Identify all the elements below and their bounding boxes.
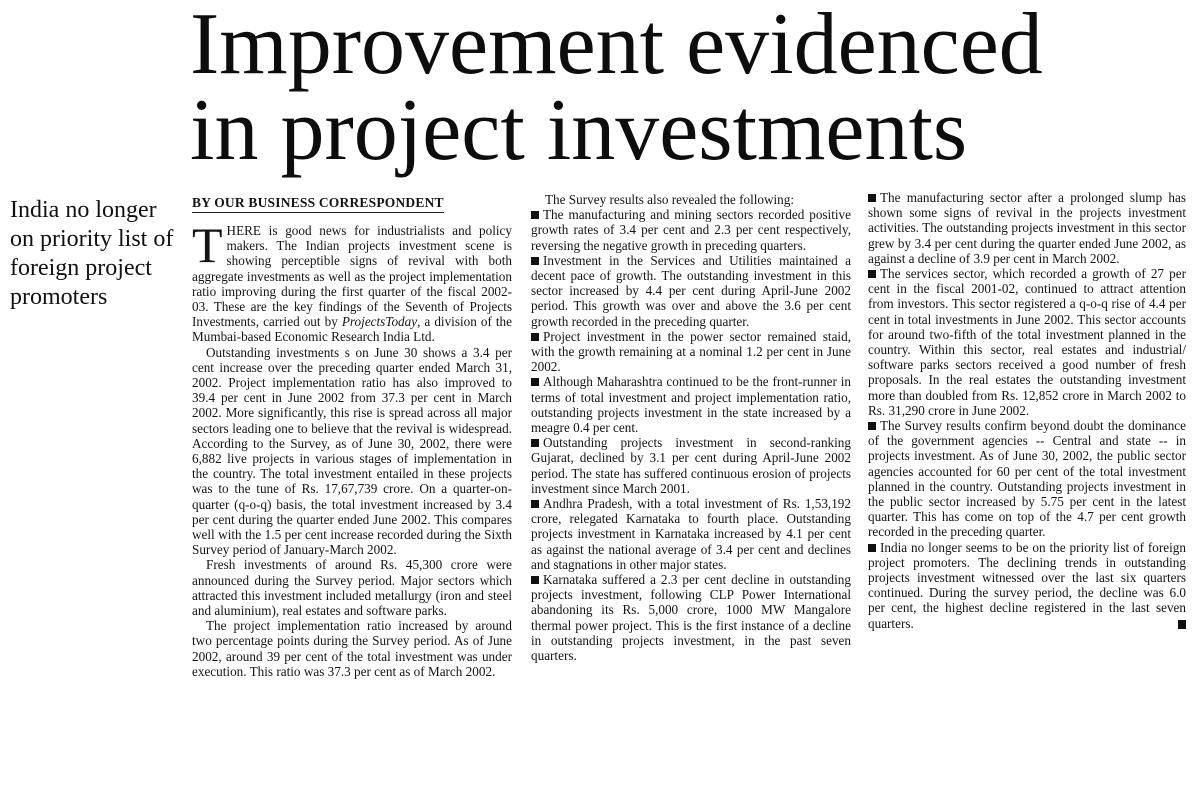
bullet-item (868, 266, 1186, 418)
paragraph-1-end: , a division of the Mumbai-based Economic Research India Ltd. (192, 314, 513, 345)
bullet-item (868, 540, 1186, 631)
square-bullet-icon (531, 333, 539, 341)
bullet-item (531, 253, 851, 329)
bullet-text: The manufacturing and mining sectors recorded positive growth rates of 3.4 per cent and 2.3 per cent respectively, reversing the negative growth in preceding quarters. (531, 207, 851, 253)
bullet-text: Karnataka suffered a 2.3 per cent decline in outstanding projects investment, following CLP Power International abandoning its Rs. 5,000 crore, 1000 MW Mangalore thermal power project. This is the first instance of a decline in outstanding projects investment, in the past seven quarters. (531, 572, 851, 664)
article-paragraph-3: Fresh investments of around Rs. 45,300 crore were announced during the Survey period. Major sectors which attracted this investment included metallurgy (iron and steel and aluminium), real estates and software parks. (192, 557, 512, 619)
paragraph-1-text: HERE is good news for industrialists and policy makers. The Indian projects investment scene is showing perceptible signs of revival with both aggregate investments as well as the project implementation ratio improving during the first quarter of the fiscal 2002-03. These are the key findings of the Seventh of Projects Investments, carried out by (192, 223, 512, 330)
article-column-3 (868, 190, 1186, 631)
article-paragraph-2: Outstanding investments s on June 30 shows a 3.4 per cent increase over the preceding quarter ended March 31, 2002. Project implementation ratio has also improved to 39.4 per cent in June 2002 from 37.3 per cent in March 2002. More significantly, this rise is spread across all major sectors leading one to believe that the revival is widespread. According to the Survey, as of June 30, 2002, there were 6,882 live projects in various stages of implementation in the country. The total investment entailed in these projects was to the tune of Rs. 17,67,739 crore. On a quarter-on-quarter (q-o-q) basis, the total investment increased by 3.4 per cent during the quarter ended June 2002. This compares well with the 1.5 per cent increase recorded during the Sixth Survey period of January-March 2002. (192, 344, 512, 558)
headline-line-2: in project investments (190, 82, 968, 179)
bullet-text: Outstanding projects investment in second-ranking Gujarat, declined by 3.1 per cent during April-June 2002 period. The state has suffered continuous erosion of projects investment since March 2001. (531, 435, 851, 496)
byline: BY OUR BUSINESS CORRESPONDENT (192, 194, 444, 213)
article-paragraph-4: The project implementation ratio increased by around two percentage points during the Survey period. As of June 2002, around 39 per cent of the total investment was under execution. This ratio was 37.3 per cent as of March 2002. (192, 618, 512, 679)
bullet-item (531, 374, 851, 435)
article-paragraph-1 (192, 217, 513, 345)
strapline: India no longer on priority list of foreign project promoters (10, 197, 174, 310)
bullet-text: Investment in the Services and Utilities maintained a decent pace of growth. The outstanding investment in this sector increased by 4.4 per cent during April-June 2002 period. This growth was over and above the 3.6 per cent growth recorded in the preceding quarter. (531, 252, 851, 329)
square-bullet-icon (531, 378, 539, 386)
article-paragraph-5: The Survey results also revealed the following: (545, 192, 795, 207)
bullet-text: The manufacturing sector after a prolonged slump has shown some signs of revival in the projects investment activities. The outstanding projects investment in this sector grew by 3.4 per cent during the quarter ended June 2002, as against a decline of 3.9 per cent in March 2002. (868, 190, 1186, 266)
publication-name: ProjectsToday (341, 314, 418, 330)
bullet-item (531, 329, 851, 375)
headline-line-1: Improvement evidenced (190, 0, 1043, 93)
bullet-text: The Survey results confirm beyond doubt the dominance of the government agencies -- Central and state -- in projects investment. As of June 30, 2002, the public sector agencies accounted for 60 per cent of the total investment planned in the country. Outstanding projects investment in the public sector increased by 5.75 per cent in the latest quarter. This has come on top of the 4.7 per cent growth recorded in the preceding quarter. (868, 418, 1186, 540)
bullet-item (531, 496, 851, 572)
square-bullet-icon (531, 211, 539, 219)
bullet-text: India no longer seems to be on the priority list of foreign project promoters. The declining trends in outstanding projects investment witnessed over the last six quarters continued. During the survey period, the decline was 6.0 per cent, the highest decline registered in the last seven quarters. (868, 539, 1186, 631)
end-of-article-icon (1178, 620, 1186, 629)
bullet-text: Andhra Pradesh, with a total investment of Rs. 1,53,192 crore, relegated Karnataka to fourth place. Outstanding projects investment in Karnataka increased by 4.1 per cent as against the national average of 3.4 per cent and declines and stagnations in other major states. (531, 496, 851, 572)
headline (190, 0, 1195, 179)
bullet-text: Project investment in the power sector remained staid, with the growth remaining at a nominal 1.2 per cent in June 2002. (531, 328, 851, 375)
square-bullet-icon (868, 270, 876, 278)
bullet-item (868, 418, 1186, 540)
article-column-2 (531, 192, 851, 663)
bullet-item (531, 572, 851, 663)
square-bullet-icon (531, 576, 539, 584)
drop-cap: T (192, 217, 223, 273)
bullet-item (531, 207, 851, 253)
square-bullet-icon (868, 544, 876, 552)
square-bullet-icon (531, 257, 539, 265)
square-bullet-icon (868, 194, 876, 202)
square-bullet-icon (531, 500, 539, 508)
square-bullet-icon (868, 422, 876, 430)
article-column-1 (192, 194, 512, 679)
bullet-item (531, 435, 851, 496)
square-bullet-icon (531, 439, 539, 447)
bullet-text: The services sector, which recorded a growth of 27 per cent in the fiscal 2001-02, continued to attract attention from investors. This sector registered a q-o-q rise of 4.4 per cent in total investments in June 2002. This sector accounts for around two-fifth of the total investment planned in the country. Within this sector, real estates and industrial/ software parks sectors received a good number of fresh proposals. In the real estates the outstanding investment more than doubled from Rs. 12,852 crore in March 2002 to Rs. 31,290 crore in June 2002. (868, 266, 1186, 418)
bullet-item (868, 190, 1186, 266)
bullet-text: Although Maharashtra continued to be the front-runner in terms of total investment and project implementation ratio, outstanding projects investment in the state increased by a meagre 0.4 per cent. (531, 374, 851, 436)
